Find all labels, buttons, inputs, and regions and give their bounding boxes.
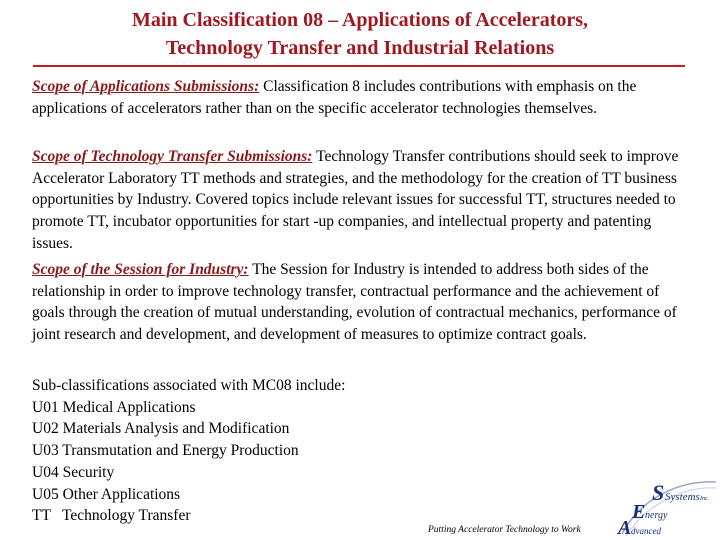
logo-letter-a: A (618, 517, 632, 538)
logo-letter-s: S (652, 480, 665, 505)
logo-advanced-text: dvanced (631, 526, 661, 536)
technology-transfer-scope-paragraph (32, 146, 692, 255)
applications-scope-text: Classification 8 includes contributions with emphasis on the applications of accelerators rather than on the specific accelerator technologies themselves. (32, 78, 637, 117)
applications-scope-heading: Scope of Applications Submissions: (32, 78, 260, 95)
subclassification-item: U05 Other Applications (32, 485, 181, 503)
subclassification-item: U01 Medical Applications (32, 398, 196, 416)
industry-session-scope-text: The Session for Industry is intended to address both sides of the relationship in order to improve technology transfer, contractual performance and the achievement of goals through the creation of mutual understanding, evolution of contractual mechanics, performance of joint research and development, and development of measures to optimize contract goals. (32, 261, 677, 344)
subclassification-item: U02 Materials Analysis and Modification (32, 420, 290, 438)
technology-transfer-scope-heading: Scope of Technology Transfer Submissions: (32, 148, 313, 165)
subclassification-item: TT Technology Transfer (32, 507, 191, 525)
subclassification-heading: Sub-classifications associated with MC08 include: (32, 377, 346, 394)
subclassification-list (32, 375, 432, 527)
industry-session-scope-paragraph (32, 259, 692, 346)
advanced-energy-systems-logo (612, 476, 718, 538)
subclassification-item: U03 Transmutation and Energy Production (32, 442, 299, 460)
footer-tagline: Putting Accelerator Technology to Work (428, 525, 581, 535)
logo-energy-text: nergy (645, 510, 668, 521)
industry-session-scope-heading: Scope of the Session for Industry: (32, 261, 249, 278)
logo-systems-text: Systems (665, 491, 700, 503)
logo-letter-e: E (632, 501, 646, 523)
applications-scope-paragraph (32, 76, 692, 119)
title-divider (33, 65, 685, 67)
logo-inc-text: Inc. (700, 496, 710, 502)
page-title (0, 6, 720, 62)
technology-transfer-scope-text: Technology Transfer contributions should seek to improve Accelerator Laboratory TT methods and strategies, and the methodology for the creation of TT business opportunities by Industry. Covered topics include relevant issues for successful TT, structures needed to promote TT, incubator opportunities for start -up companies, and intellectual property and patenting issues. (32, 148, 679, 252)
subclassification-item: U04 Security (32, 463, 115, 481)
title-line-2: Technology Transfer and Industrial Relations (165, 37, 555, 59)
title-line-1: Main Classification 08 – Applications of Accelerators, (131, 9, 589, 31)
